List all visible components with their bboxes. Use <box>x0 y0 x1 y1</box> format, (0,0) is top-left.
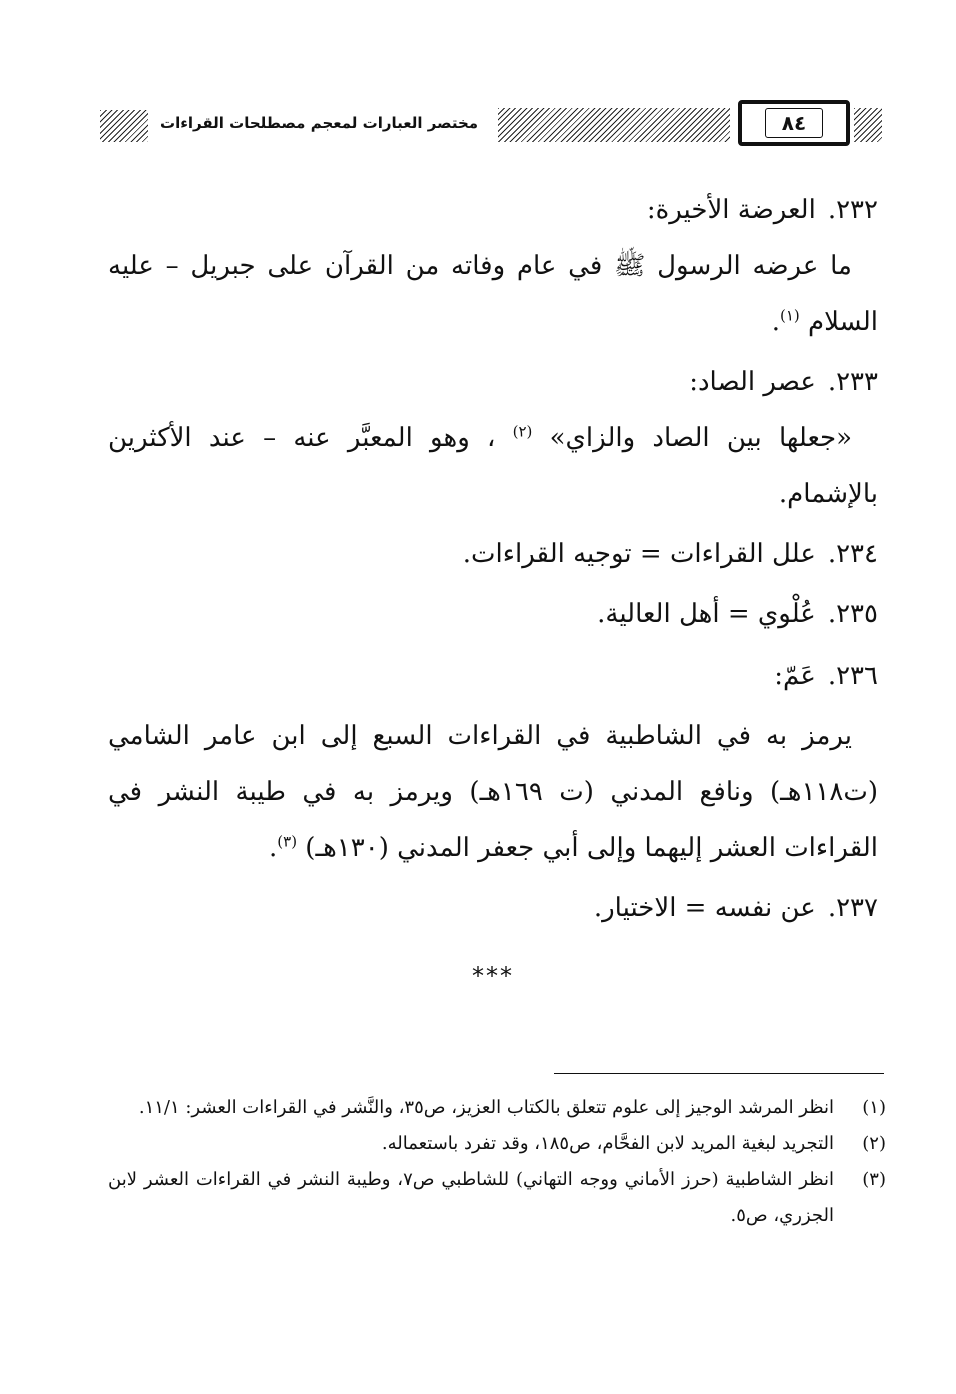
footnote-ref-2: (٢) <box>512 422 533 441</box>
footnote-1 <box>108 1090 886 1126</box>
entry-term: عُلْوي = أهل العالية. <box>597 599 816 629</box>
entry-number: ٢٣٦. <box>827 661 878 691</box>
entry-term: عن نفسه = الاختيار. <box>593 893 816 923</box>
entry-term: علل القراءات = توجيه القراءات. <box>462 539 816 569</box>
footnote-text: التجريد لبغية المريد لابن الفحَّام، ص١٨٥، وقد تفرد باستعماله. <box>381 1133 834 1154</box>
entry-term: عصر الصاد: <box>689 367 816 397</box>
entry-233-heading <box>108 354 878 410</box>
header-ornament-right <box>854 108 882 142</box>
entry-number: ٢٣٤. <box>827 539 878 569</box>
entry-number: ٢٣٢. <box>827 195 878 225</box>
footnote-mark: (٣) <box>862 1169 886 1190</box>
entry-232-definition: ما عرضه الرسول ﷺ في عام وفاته من القرآن على جبريل – عليه السلام $^{(١)}$. <box>108 251 878 337</box>
header-ornament-middle <box>498 108 730 142</box>
entry-term: العرضة الأخيرة: <box>646 195 816 225</box>
entry-237-heading <box>108 880 878 936</box>
entry-number: ٢٣٧. <box>827 893 878 923</box>
page-number-box <box>738 100 850 146</box>
entry-number: ٢٣٥. <box>827 599 878 629</box>
entry-term: عَمّ: <box>774 661 816 691</box>
footnote-mark: (١) <box>862 1097 886 1118</box>
footnote-rule <box>554 1073 884 1074</box>
main-text <box>108 182 878 990</box>
footnote-text: انظر الشاطبية (حرز الأماني ووجه التهاني) للشاطبي ص٧، وطيبة النشر في القراءات العشر لابن الجزري، ص٥. <box>108 1169 834 1226</box>
footnote-2 <box>108 1126 886 1162</box>
entry-236-heading <box>108 648 878 704</box>
footnote-ref-3: (٣) <box>277 832 298 851</box>
entry-234-heading <box>108 526 878 582</box>
entry-number: ٢٣٣. <box>827 367 878 397</box>
running-header <box>100 100 882 150</box>
footnote-mark: (٢) <box>862 1133 886 1154</box>
footnote-ref-1: (١) <box>780 306 800 325</box>
entry-235-heading <box>108 586 878 642</box>
entry-236-definition: يرمز به في الشاطبية في القراءات السبع إلى ابن عامر الشامي (ت١١٨هـ) ونافع المدني (ت ١٦٩هـ) ويرمز به في طيبة النشر في القراءات العشر إليهما وإلى أبي جعفر المدني (١٣٠هـ) $^{(٣)}$. <box>108 721 878 863</box>
footnotes <box>108 1090 886 1234</box>
footnote-3 <box>108 1162 886 1234</box>
entry-232-heading <box>108 182 878 238</box>
running-title: مختصر العبارات لمعجم مصطلحات القراءات <box>160 114 479 132</box>
footnote-text: انظر المرشد الوجيز إلى علوم تتعلق بالكتاب العزيز، ص٣٥، والنَّشر في القراءات العشر: ١١/١. <box>138 1097 834 1118</box>
page-number: ٨٤ <box>781 111 807 135</box>
section-separator: *** <box>472 962 514 990</box>
entry-233-definition: «جعلها بين الصاد والزاي» $^{(٢)}$ ، وهو المعبَّر عنه – عند الأكثرين بالإشمام. <box>108 422 878 509</box>
header-ornament-left <box>100 110 148 142</box>
